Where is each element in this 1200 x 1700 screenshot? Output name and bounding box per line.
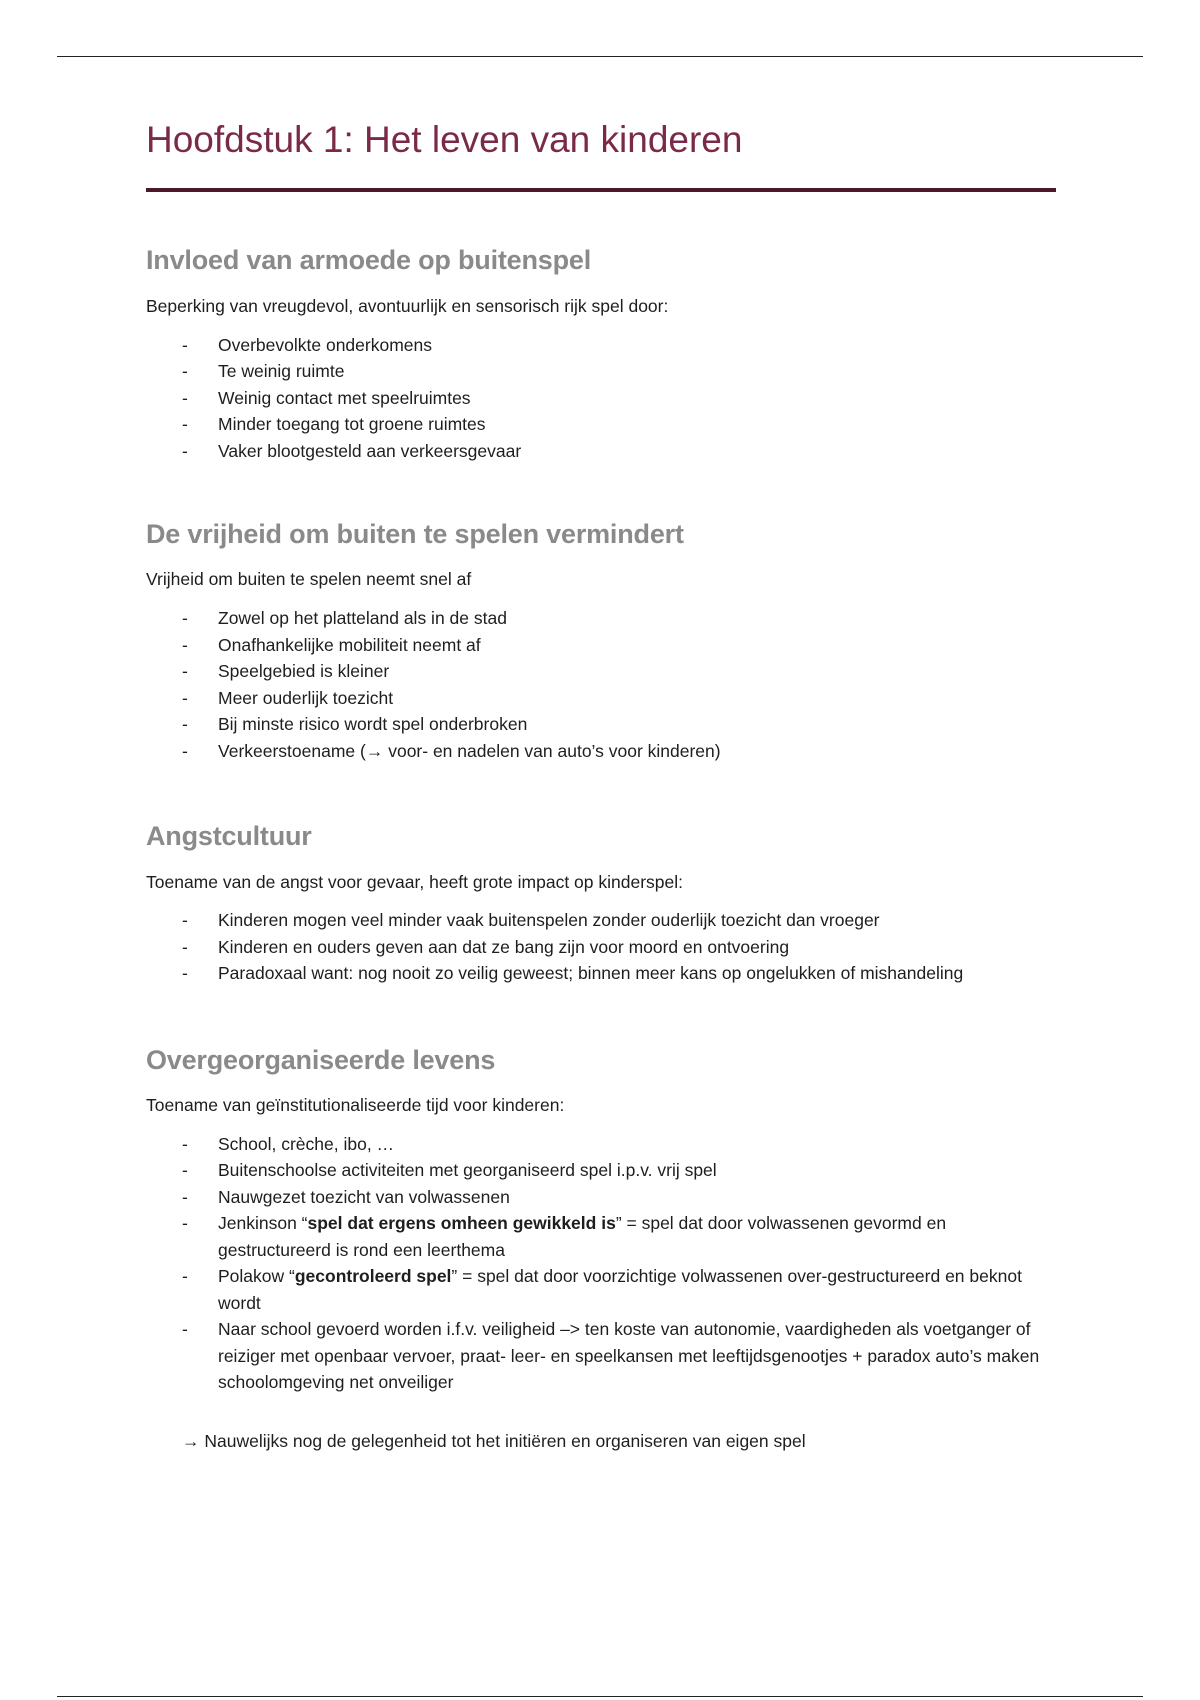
polakow-quote: gecontroleerd spel <box>294 1266 452 1287</box>
jenkinson-tail: ” = spel dat door volwassenen gevormd en gestructureerd is rond een leerthema <box>218 1213 947 1260</box>
list-item: - Speelgebied is kleiner <box>146 658 1056 685</box>
section-heading-poverty: Invloed van armoede op buitenspel <box>146 245 591 276</box>
section-heading-fear-culture: Angstcultuur <box>146 821 312 852</box>
page-bottom-rule <box>57 1696 1143 1697</box>
bullet-list <box>146 332 1056 465</box>
list-item: - Meer ouderlijk toezicht <box>146 685 1056 712</box>
jenkinson-lead: Jenkinson “ <box>218 1213 308 1234</box>
page-top-rule <box>57 56 1143 57</box>
list-item: - Overbevolkte onderkomens <box>146 332 1056 359</box>
list-item: - Verkeerstoename (→ voor- en nadelen van auto’s voor kinderen) <box>146 738 1056 765</box>
bullet-list <box>146 605 1056 764</box>
list-item: - Kinderen mogen veel minder vaak buitenspelen zonder ouderlijk toezicht dan vroeger <box>146 907 1056 934</box>
section-intro: Beperking van vreugdevol, avontuurlijk en sensorisch rijk spel door: <box>146 295 669 316</box>
list-item: - Minder toegang tot groene ruimtes <box>146 411 1056 438</box>
list-item: - Naar school gevoerd worden i.f.v. veiligheid –> ten koste van autonomie, vaardigheden als voetganger of reiziger met openbaar vervoer, praat- leer- en speelkansen met leeftijdsgenootjes + paradox auto’s maken schoolomgeving net onveiliger <box>146 1316 1056 1396</box>
chapter-title: Hoofdstuk 1: Het leven van kinderen <box>146 118 1056 192</box>
section-intro: Toename van geïnstitutionaliseerde tijd voor kinderen: <box>146 1095 565 1116</box>
list-item: - Vaker blootgesteld aan verkeersgevaar <box>146 438 1056 465</box>
list-item: - Bij minste risico wordt spel onderbroken <box>146 711 1056 738</box>
bullet-list <box>146 907 1056 987</box>
list-item: - Buitenschoolse activiteiten met georganiseerd spel i.p.v. vrij spel <box>146 1157 1056 1184</box>
section-intro: Vrijheid om buiten te spelen neemt snel af <box>146 569 472 590</box>
polakow-lead: Polakow “ <box>218 1266 295 1287</box>
list-item: - Te weinig ruimte <box>146 358 1056 385</box>
list-item: - Weinig contact met speelruimtes <box>146 385 1056 412</box>
list-item: - Kinderen en ouders geven aan dat ze bang zijn voor moord en ontvoering <box>146 934 1056 961</box>
bullet-list <box>146 1131 1056 1396</box>
polakow-tail: ” = spel dat door voorzichtige volwassenen over-gestructureerd en beknot wordt <box>218 1266 1022 1313</box>
list-item: - Zowel op het platteland als in de stad <box>146 605 1056 632</box>
list-item-jenkinson <box>146 1210 1056 1263</box>
list-item-polakow <box>146 1263 1056 1316</box>
list-item: - Onafhankelijke mobiliteit neemt af <box>146 632 1056 659</box>
document-page <box>146 118 1056 1453</box>
list-item: - Paradoxaal want: nog nooit zo veilig geweest; binnen meer kans op ongelukken of mishandeling <box>146 960 1056 987</box>
jenkinson-quote: spel dat ergens omheen gewikkeld is <box>307 1213 616 1234</box>
section-intro: Toename van de angst voor gevaar, heeft grote impact op kinderspel: <box>146 871 683 892</box>
section-heading-over-organized: Overgeorganiseerde levens <box>146 1044 496 1075</box>
list-item: - Nauwgezet toezicht van volwassenen <box>146 1184 1056 1211</box>
conclusion-line: → Nauwelijks nog de gelegenheid tot het initiëren en organiseren van eigen spel <box>182 1430 806 1451</box>
section-heading-freedom: De vrijheid om buiten te spelen vermindert <box>146 519 684 550</box>
list-item: - School, crèche, ibo, … <box>146 1131 1056 1158</box>
